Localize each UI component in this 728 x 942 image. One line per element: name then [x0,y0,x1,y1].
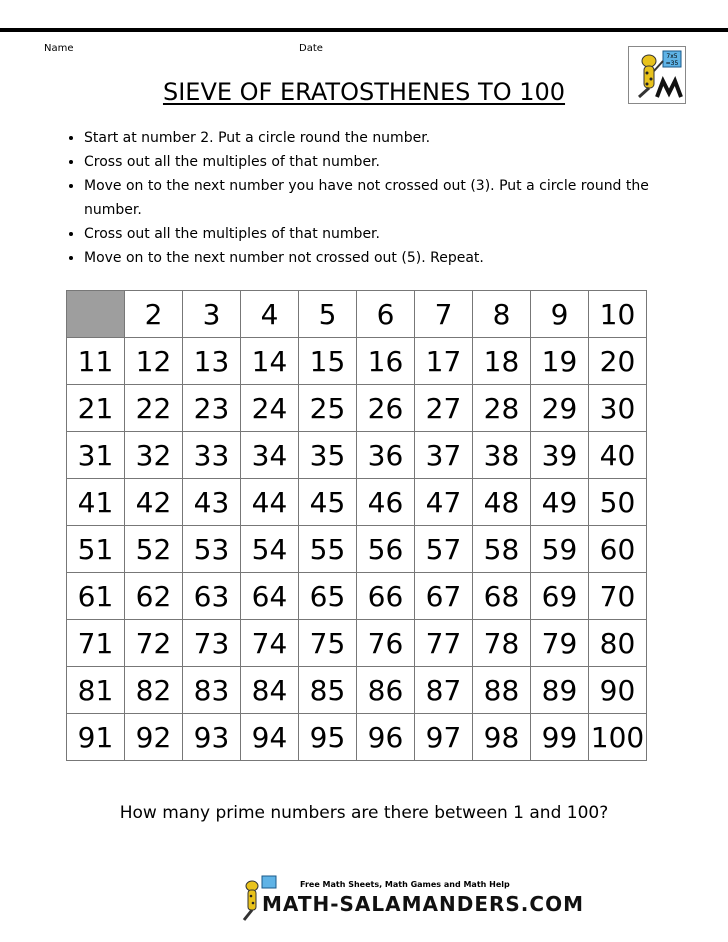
grid-cell: 61 [67,573,125,620]
grid-cell: 11 [67,338,125,385]
grid-cell: 17 [415,338,473,385]
grid-cell: 95 [299,714,357,761]
grid-cell: 28 [473,385,531,432]
instruction-item: • Move on to the next number not crossed out (5). Repeat. [84,246,684,270]
grid-cell: 35 [299,432,357,479]
grid-cell: 57 [415,526,473,573]
grid-row [67,479,647,526]
grid-cell: 76 [357,620,415,667]
grid-cell: 27 [415,385,473,432]
grid-cell: 66 [357,573,415,620]
grid-row [67,620,647,667]
grid-cell: 74 [241,620,299,667]
grid-cell: 91 [67,714,125,761]
grid-cell: 26 [357,385,415,432]
grid-cell: 92 [125,714,183,761]
grid-cell: 37 [415,432,473,479]
grid-cell: 4 [241,291,299,338]
grid-cell: 18 [473,338,531,385]
grid-cell: 80 [589,620,647,667]
grid-cell: 47 [415,479,473,526]
page-title: SIEVE OF ERATOSTHENES TO 100 [162,78,566,106]
logo-card-line1: 7x5 [666,53,678,60]
grid-row [67,667,647,714]
instruction-item: • Start at number 2. Put a circle round the number. [84,126,684,150]
grid-cell: 81 [67,667,125,714]
grid-cell: 12 [125,338,183,385]
grid-cell: 53 [183,526,241,573]
instructions-list [60,126,684,270]
instruction-item: • Move on to the next number you have not crossed out (3). Put a circle round the number. [84,174,684,222]
grid-cell: 62 [125,573,183,620]
grid-cell: 34 [241,432,299,479]
footer-tagline: Free Math Sheets, Math Games and Math Help [300,880,510,889]
grid-cell: 71 [67,620,125,667]
grid-cell: 79 [531,620,589,667]
grid-row [67,573,647,620]
grid-cell: 22 [125,385,183,432]
grid-cell: 40 [589,432,647,479]
grid-cell: 69 [531,573,589,620]
logo-card-line2: =35 [665,60,679,67]
grid-cell: 33 [183,432,241,479]
grid-cell: 84 [241,667,299,714]
grid-cell: 54 [241,526,299,573]
grid-cell: 90 [589,667,647,714]
number-grid [66,290,647,761]
grid-cell: 52 [125,526,183,573]
grid-cell: 58 [473,526,531,573]
grid-cell: 70 [589,573,647,620]
grid-cell: 15 [299,338,357,385]
instruction-item: • Cross out all the multiples of that number. [84,222,684,246]
grid-cell: 13 [183,338,241,385]
grid-cell: 25 [299,385,357,432]
grid-cell: 43 [183,479,241,526]
grid-cell-shaded [67,291,125,338]
grid-cell: 59 [531,526,589,573]
grid-cell: 72 [125,620,183,667]
grid-cell: 89 [531,667,589,714]
grid-cell: 5 [299,291,357,338]
grid-cell: 32 [125,432,183,479]
grid-cell: 20 [589,338,647,385]
name-label: Name [44,43,74,54]
grid-cell: 73 [183,620,241,667]
grid-cell: 39 [531,432,589,479]
grid-cell: 63 [183,573,241,620]
grid-cell: 86 [357,667,415,714]
grid-cell: 16 [357,338,415,385]
grid-cell: 96 [357,714,415,761]
grid-cell: 31 [67,432,125,479]
grid-cell: 94 [241,714,299,761]
instruction-item: • Cross out all the multiples of that number. [84,150,684,174]
grid-row [67,385,647,432]
grid-cell: 99 [531,714,589,761]
grid-cell: 7 [415,291,473,338]
grid-cell: 46 [357,479,415,526]
grid-cell: 88 [473,667,531,714]
grid-cell: 3 [183,291,241,338]
grid-cell: 21 [67,385,125,432]
date-label: Date [299,43,323,54]
top-rule [0,28,728,32]
grid-cell: 42 [125,479,183,526]
grid-cell: 55 [299,526,357,573]
grid-cell: 14 [241,338,299,385]
grid-cell: 8 [473,291,531,338]
grid-cell: 56 [357,526,415,573]
grid-row [67,526,647,573]
grid-cell: 67 [415,573,473,620]
grid-cell: 45 [299,479,357,526]
grid-cell: 9 [531,291,589,338]
grid-cell: 36 [357,432,415,479]
grid-cell: 82 [125,667,183,714]
grid-cell: 65 [299,573,357,620]
grid-cell: 98 [473,714,531,761]
grid-cell: 23 [183,385,241,432]
grid-cell: 6 [357,291,415,338]
grid-cell: 2 [125,291,183,338]
grid-cell: 19 [531,338,589,385]
footer-site-name: MATH-SALAMANDERS.COM [262,892,584,916]
grid-cell: 100 [589,714,647,761]
grid-cell: 51 [67,526,125,573]
grid-cell: 60 [589,526,647,573]
grid-cell: 30 [589,385,647,432]
grid-cell: 49 [531,479,589,526]
grid-row [67,291,647,338]
grid-cell: 85 [299,667,357,714]
grid-cell: 29 [531,385,589,432]
grid-row [67,432,647,479]
grid-cell: 97 [415,714,473,761]
grid-cell: 50 [589,479,647,526]
grid-cell: 78 [473,620,531,667]
grid-row [67,338,647,385]
grid-cell: 75 [299,620,357,667]
grid-cell: 93 [183,714,241,761]
grid-cell: 44 [241,479,299,526]
grid-cell: 38 [473,432,531,479]
grid-row [67,714,647,761]
grid-cell: 83 [183,667,241,714]
grid-cell: 10 [589,291,647,338]
question-text: How many prime numbers are there between 1 and 100? [119,803,609,823]
grid-cell: 24 [241,385,299,432]
grid-cell: 64 [241,573,299,620]
grid-cell: 48 [473,479,531,526]
grid-cell: 41 [67,479,125,526]
grid-cell: 87 [415,667,473,714]
grid-cell: 68 [473,573,531,620]
grid-cell: 77 [415,620,473,667]
